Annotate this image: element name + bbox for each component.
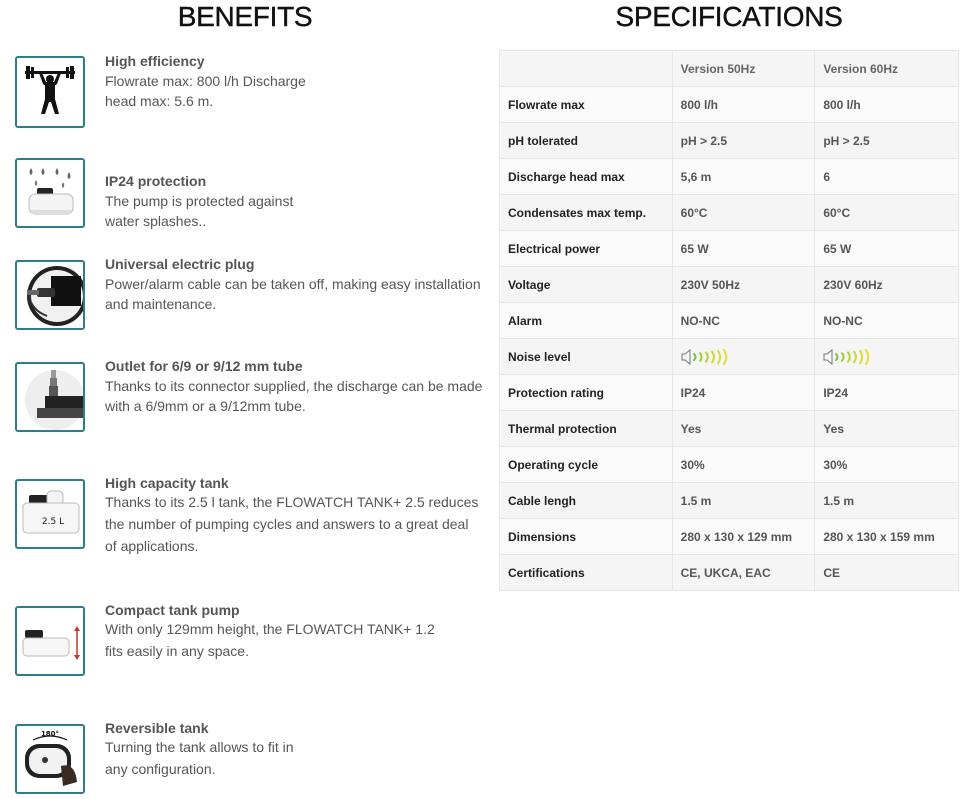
row-label: pH tolerated (500, 123, 673, 159)
water-drops-pump-icon (15, 158, 85, 228)
specifications-table (499, 50, 959, 591)
value-50hz: 800 l/h (672, 87, 815, 123)
tank-capacity-label: 2.5 L (41, 517, 65, 527)
value-50hz: 280 x 130 x 129 mm (672, 519, 815, 555)
row-label: Electrical power (500, 231, 673, 267)
table-header-row (500, 51, 959, 87)
row-label: Operating cycle (500, 447, 673, 483)
benefit-high-efficiency (15, 52, 485, 132)
benefit-description: Thanks to its 2.5 l tank, the FLOWATCH TANK+ 2.5 reduces the number of pumping cycles and answers to a great deal of applications. (105, 494, 479, 554)
table-row (500, 519, 959, 555)
value-60hz: 280 x 130 x 159 mm (815, 519, 959, 555)
row-label: Dimensions (500, 519, 673, 555)
benefit-title: Compact tank pump (105, 602, 240, 618)
table-row (500, 339, 959, 375)
specifications-heading: SPECIFICATIONS (615, 1, 843, 32)
rotation-label: 180° (40, 730, 60, 738)
column-header (500, 51, 673, 87)
row-label: Noise level (500, 339, 673, 375)
table-row (500, 195, 959, 231)
value-50hz: 60°C (672, 195, 815, 231)
column-header-60hz: Version 60Hz (815, 51, 959, 87)
speaker-sound-waves-icon (823, 349, 877, 363)
value-60hz: pH > 2.5 (815, 123, 959, 159)
sound-wave-bar (866, 350, 868, 364)
value-50hz: 30% (672, 447, 815, 483)
value-50hz: Yes (672, 411, 815, 447)
benefit-high-capacity (15, 474, 485, 564)
table-row (500, 87, 959, 123)
column-header-50hz: Version 50Hz (672, 51, 815, 87)
benefit-title: High efficiency (105, 53, 205, 69)
value-50hz: IP24 (672, 375, 815, 411)
table-row (500, 555, 959, 591)
benefit-reversible (15, 719, 485, 799)
benefit-description: Flowrate max: 800 l/h Discharge head max: 5.6 m. (105, 73, 306, 109)
value-50hz: 5,6 m (672, 159, 815, 195)
benefit-description: Thanks to its connector supplied, the discharge can be made with a 6/9mm or a 9/12mm tube. (105, 378, 483, 414)
value-60hz: IP24 (815, 375, 959, 411)
table-row (500, 411, 959, 447)
value-50hz: pH > 2.5 (672, 123, 815, 159)
value-50hz: NO-NC (672, 303, 815, 339)
benefits-heading: BENEFITS (177, 1, 313, 32)
benefit-description: Power/alarm cable can be taken off, making easy installation and maintenance. (105, 276, 481, 312)
row-label: Flowrate max (500, 87, 673, 123)
noise-level-60hz (815, 339, 959, 375)
value-50hz: 1.5 m (672, 483, 815, 519)
table-row (500, 267, 959, 303)
table-row (500, 123, 959, 159)
value-60hz: NO-NC (815, 303, 959, 339)
reversible-tank-icon (15, 724, 85, 794)
value-60hz: 60°C (815, 195, 959, 231)
row-label: Voltage (500, 267, 673, 303)
table-row (500, 231, 959, 267)
value-50hz: 65 W (672, 231, 815, 267)
tank-capacity-icon (15, 479, 85, 549)
sound-wave-bar (842, 353, 844, 361)
value-60hz: CE (815, 555, 959, 591)
sound-wave-bar (854, 351, 856, 362)
sound-wave-bar (718, 350, 720, 362)
sound-wave-bar (724, 350, 726, 364)
benefit-ip24 (15, 172, 485, 232)
table-row (500, 159, 959, 195)
row-label: Certifications (500, 555, 673, 591)
row-label: Cable lengh (500, 483, 673, 519)
sound-wave-bar (836, 354, 838, 360)
sound-wave-bar (694, 354, 696, 360)
benefit-title: Outlet for 6/9 or 9/12 mm tube (105, 358, 303, 374)
weightlifter-icon (15, 56, 85, 128)
benefit-title: High capacity tank (105, 475, 229, 491)
row-label: Alarm (500, 303, 673, 339)
benefit-universal-plug (15, 255, 485, 335)
value-50hz: CE, UKCA, EAC (672, 555, 815, 591)
value-60hz: 230V 60Hz (815, 267, 959, 303)
electric-plug-icon (15, 260, 85, 330)
row-label: Thermal protection (500, 411, 673, 447)
benefit-description: The pump is protected against water splashes.. (105, 193, 294, 229)
tube-outlet-icon (15, 362, 85, 432)
value-60hz: Yes (815, 411, 959, 447)
row-label: Protection rating (500, 375, 673, 411)
benefit-outlet (15, 357, 485, 437)
benefit-title: Reversible tank (105, 720, 209, 736)
benefit-compact (15, 601, 485, 681)
table-row (500, 303, 959, 339)
compact-pump-icon (15, 606, 85, 676)
sound-wave-bar (860, 350, 862, 362)
benefit-description: With only 129mm height, the FLOWATCH TANK+ 1.2 fits easily in any space. (105, 621, 435, 659)
benefit-description: Turning the tank allows to fit in any configuration. (105, 739, 294, 777)
sound-wave-bar (848, 352, 850, 361)
table-row (500, 375, 959, 411)
sound-wave-bar (700, 353, 702, 361)
sound-wave-bar (712, 351, 714, 362)
benefit-title: IP24 protection (105, 173, 207, 189)
table-row (500, 483, 959, 519)
benefit-title: Universal electric plug (105, 256, 255, 272)
row-label: Discharge head max (500, 159, 673, 195)
value-60hz: 30% (815, 447, 959, 483)
speaker-sound-waves-icon (681, 349, 735, 363)
row-label: Condensates max temp. (500, 195, 673, 231)
value-60hz: 800 l/h (815, 87, 959, 123)
value-60hz: 65 W (815, 231, 959, 267)
value-60hz: 1.5 m (815, 483, 959, 519)
sound-wave-bar (706, 352, 708, 361)
table-row (500, 447, 959, 483)
value-60hz: 6 (815, 159, 959, 195)
value-50hz: 230V 50Hz (672, 267, 815, 303)
noise-level-50hz (672, 339, 815, 375)
